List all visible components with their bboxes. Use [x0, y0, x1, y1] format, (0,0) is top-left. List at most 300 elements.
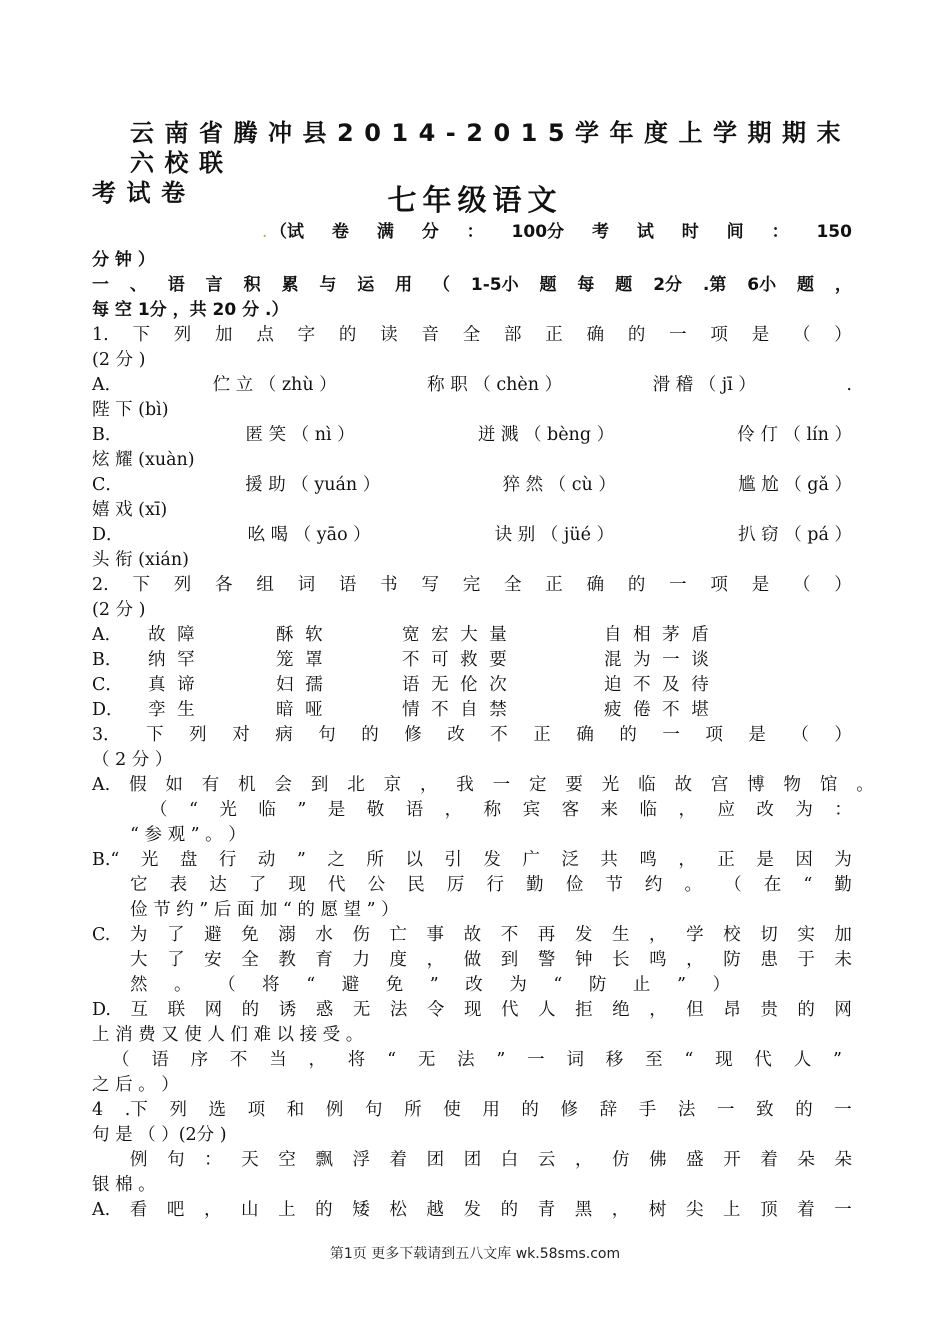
text-segment: 。 [684, 875, 703, 895]
text-segment: 1-5小 [470, 275, 519, 295]
q2-option-word: 妇 孺 [276, 675, 323, 695]
text-segment: 白 [500, 1150, 519, 1170]
text-segment: 溺 [278, 925, 296, 945]
q2-option-word: 混 为 一 谈 [604, 650, 709, 670]
text-segment: 校 [723, 925, 741, 945]
text-segment: 盛 [686, 1150, 704, 1170]
text-segment: ： [834, 800, 852, 820]
page-footer: 第1页 更多下载请到五八文库 wk.58sms.com [329, 1246, 621, 1262]
text-segment: 辞 [599, 1100, 618, 1120]
text-segment: 朵 [797, 1150, 815, 1170]
text-segment: 确 [576, 725, 594, 745]
text-segment: （ [792, 575, 811, 595]
q1-points: (2 分 ) [92, 350, 146, 370]
text-segment: 的 [361, 725, 379, 745]
text-segment: 题 [615, 275, 633, 295]
text-segment: ， [834, 275, 852, 295]
text-segment: 2分 [653, 275, 683, 295]
text-segment: 不 [229, 1050, 248, 1070]
text-segment: “ [803, 875, 813, 895]
text-segment: 故 [674, 775, 692, 795]
text-segment: 上 [278, 1200, 296, 1220]
text-segment: 着 [797, 1200, 815, 1220]
q2-option-letter: D． [92, 700, 124, 720]
text-segment: 人 [793, 1050, 812, 1070]
text-segment: 一 [92, 275, 109, 295]
q2-option-word: 语 无 伦 次 [402, 675, 507, 695]
text-segment: 着 [760, 1150, 778, 1170]
q2-option-word: 故 障 [148, 625, 195, 645]
text-segment: ： [771, 222, 789, 242]
text-segment: 泛 [561, 850, 579, 870]
text-segment: 厉 [446, 875, 465, 895]
q3-option-d-4: 之 后 。 ） [92, 1075, 179, 1095]
text-segment: 到 [310, 775, 329, 795]
q4-example [130, 1148, 852, 1173]
text-segment: 发 [574, 925, 593, 945]
q1-option-b [92, 423, 852, 448]
text-segment: 临 [639, 800, 657, 820]
q2-option-word: 情 不 自 禁 [402, 700, 507, 720]
text-segment: 无 [352, 1000, 371, 1020]
text-segment: 警 [537, 950, 556, 970]
q2-option-word: 迫 不 及 待 [604, 675, 709, 695]
text-segment: 吧 [166, 1200, 185, 1220]
text-segment: 着 [389, 1150, 408, 1170]
text-segment: ， [678, 850, 696, 870]
text-segment: 移 [605, 1050, 624, 1070]
text-segment: 猝 然 （ cù ） [502, 475, 616, 495]
text-segment: 光 [140, 850, 159, 870]
text-segment: 馆 [819, 775, 838, 795]
text-segment: 事 [426, 925, 445, 945]
text-segment: 宫 [710, 775, 729, 795]
text-segment: 卷 [331, 222, 349, 242]
text-segment: 免 [385, 975, 404, 995]
text-segment: ， [649, 1000, 667, 1020]
q2-option-word: 笼 罩 [276, 650, 323, 670]
text-segment: 空 [278, 1150, 296, 1170]
text-segment: ” [296, 850, 306, 870]
text-segment: ， [203, 1200, 222, 1220]
text-segment: （试 [270, 222, 304, 242]
text-segment: 改 [447, 725, 465, 745]
text-segment: 伤 [352, 925, 370, 945]
text-segment: 音 [421, 325, 439, 345]
text-segment: 代 [501, 1000, 519, 1020]
text-segment: 句 [318, 725, 336, 745]
text-segment: 水 [315, 925, 333, 945]
text-segment: ） [834, 725, 852, 745]
text-segment: 物 [783, 775, 802, 795]
text-segment: 的 [619, 725, 637, 745]
text-segment: 列 [173, 575, 192, 595]
q3-option-b-1 [92, 848, 852, 873]
text-segment: D. [92, 1000, 111, 1020]
text-segment: 临 [258, 800, 276, 820]
text-segment: 临 [638, 775, 656, 795]
text-segment: 例 [325, 1100, 344, 1120]
text-segment: （ [724, 875, 742, 895]
text-segment: ” [297, 800, 307, 820]
q3-option-c-1 [92, 923, 852, 948]
text-segment: 一 [834, 1200, 852, 1220]
text-segment: 诱 [278, 1000, 297, 1020]
text-segment: 如 [165, 775, 183, 795]
text-segment: 但 [686, 1000, 704, 1020]
text-segment: 切 [760, 925, 778, 945]
q2-option-letter: C． [92, 675, 123, 695]
text-segment: 未 [834, 950, 852, 970]
text-segment: 我 [456, 775, 474, 795]
text-segment: 时 [681, 222, 699, 242]
q3-stem [92, 723, 852, 748]
q4-stem-cont: 句 是 （ ）(2分 ) [92, 1125, 227, 1145]
text-segment: 无 [417, 1050, 436, 1070]
text-segment: 1. [92, 325, 109, 345]
exam-info-line-1 [270, 220, 852, 245]
q1-option-d-cont: 头 衔 (xián) [92, 550, 189, 570]
text-segment: 到 [500, 950, 519, 970]
text-segment: 免 [241, 925, 259, 945]
q3-option-b-3: 俭 节 约 ” 后 面 加 “ 的 愿 望 ” ） [130, 900, 399, 920]
text-segment: 患 [760, 950, 778, 970]
text-segment: 用 [395, 275, 413, 295]
text-segment: 鸣 [649, 950, 667, 970]
q1-stem [92, 323, 852, 348]
text-segment: 正 [533, 725, 551, 745]
text-segment: 致 [756, 1100, 774, 1120]
q3-option-c-3 [130, 973, 730, 998]
text-segment: 的 [315, 1200, 333, 1220]
text-segment: 力 [352, 950, 370, 970]
text-segment: C. [92, 925, 111, 945]
text-segment: 语 [167, 275, 185, 295]
q3-points: （ 2 分 ） [92, 750, 173, 770]
text-segment: 共 [600, 850, 618, 870]
text-segment: 现 [463, 1000, 482, 1020]
text-segment: 下 [146, 725, 164, 745]
text-segment: 树 [648, 1200, 667, 1220]
text-segment: ， [649, 925, 667, 945]
text-segment: 是 [751, 325, 770, 345]
text-segment: “ [188, 800, 198, 820]
text-segment: 要 [565, 775, 583, 795]
text-segment: 在 [763, 875, 782, 895]
text-segment: 法 [457, 1050, 475, 1070]
text-segment: 病 [275, 725, 293, 745]
text-segment: 全 [462, 325, 481, 345]
text-segment: 积 [243, 275, 261, 295]
text-segment: 于 [797, 950, 815, 970]
text-segment: “ [553, 975, 563, 995]
text-segment: 青 [537, 1200, 556, 1220]
q2-option-word: 疲 倦 不 堪 [604, 700, 709, 720]
text-segment: 项 [247, 1100, 266, 1120]
text-segment: 语 [405, 800, 424, 820]
text-segment: （ [433, 275, 451, 295]
text-segment: 所 [404, 1100, 422, 1120]
text-segment: 改 [756, 800, 774, 820]
text-segment: 避 [204, 925, 222, 945]
text-segment: B． [92, 425, 123, 445]
text-segment: 顶 [760, 1200, 778, 1220]
text-segment: 联 [167, 1000, 186, 1020]
text-segment: 3． [92, 725, 121, 745]
text-segment: 表 [169, 875, 188, 895]
q3-option-a-1 [92, 773, 874, 798]
text-segment: 选 [208, 1100, 227, 1120]
q2-option-word: 暗 哑 [276, 700, 323, 720]
text-segment: 网 [834, 1000, 852, 1020]
q1-option-d [92, 523, 852, 548]
exam-subtitle: 七年级语文 [387, 183, 563, 217]
text-segment: 题 [797, 275, 815, 295]
text-segment: 团 [463, 1150, 482, 1170]
text-segment: 光 [601, 775, 620, 795]
text-segment: 。 [856, 775, 874, 795]
text-segment: 学 [686, 925, 704, 945]
text-segment: 生 [611, 925, 630, 945]
text-segment: 书 [380, 575, 398, 595]
title-line-1: 云南省腾冲县2014-2015学年度上学期期末六校联 [130, 119, 852, 177]
q2-option-word: 自 相 茅 盾 [604, 625, 709, 645]
text-segment: 防 [588, 975, 607, 995]
text-segment: 对 [232, 725, 250, 745]
q2-option-word: 酥 软 [276, 625, 323, 645]
text-segment: 了 [167, 950, 185, 970]
text-segment: 完 [462, 575, 481, 595]
text-segment: 再 [537, 925, 556, 945]
text-segment: 字 [297, 325, 316, 345]
text-segment: 匿 笑 （ nì ） [245, 425, 355, 445]
text-segment: 为 [129, 925, 148, 945]
text-segment: 长 [612, 950, 630, 970]
text-segment: 累 [281, 275, 299, 295]
text-segment: 机 [238, 775, 256, 795]
q3-option-a-3: “ 参 观 ” 。 ） [130, 825, 246, 845]
text-segment: 仿 [612, 1150, 630, 1170]
text-segment: 一 [492, 775, 511, 795]
text-segment: 的 [241, 1000, 260, 1020]
text-segment: 假 [129, 775, 147, 795]
text-segment: 约 [644, 875, 663, 895]
text-segment: 伫 立 （ zhù ） [212, 375, 337, 395]
text-segment: 修 [404, 725, 422, 745]
text-segment: 不 [490, 725, 508, 745]
text-segment: “ [306, 975, 316, 995]
text-segment: ） [834, 325, 852, 345]
text-segment: 令 [426, 1000, 445, 1020]
title-line-2: 考试卷 [92, 179, 196, 207]
text-segment: 昂 [723, 1000, 741, 1020]
text-segment: 黑 [574, 1200, 593, 1220]
text-segment: 绝 [612, 1000, 630, 1020]
text-segment: 每 [577, 275, 595, 295]
text-segment: 做 [463, 950, 482, 970]
text-segment: 称 [483, 800, 502, 820]
text-segment: ， [419, 775, 438, 795]
q3-option-d-1 [92, 998, 852, 1023]
text-segment: 应 [717, 800, 735, 820]
text-segment: 点 [256, 325, 274, 345]
q4-stem [92, 1098, 852, 1123]
text-segment: 考 [591, 222, 609, 242]
section-heading-line-2: 每 空 1分 ，共 20 分 .） [92, 300, 289, 320]
text-segment: 将 [262, 975, 280, 995]
text-segment: 京 [383, 775, 402, 795]
text-segment: 度 [389, 950, 408, 970]
text-segment: 下 [132, 325, 150, 345]
text-segment: 北 [347, 775, 365, 795]
text-segment: 诀 别 （ jüé ） [494, 525, 615, 545]
text-segment: 引 [444, 850, 462, 870]
text-segment: B.“ [92, 850, 120, 870]
text-segment: 之 [327, 850, 345, 870]
text-segment: 勤 [526, 875, 544, 895]
text-segment: 正 [545, 325, 563, 345]
text-segment: 云 [537, 1150, 556, 1170]
text-segment: 吆 喝 （ yāo ） [247, 525, 371, 545]
text-segment: 现 [715, 1050, 733, 1070]
text-segment: 援 助 （ yuán ） [245, 475, 381, 495]
text-segment: 亡 [389, 925, 407, 945]
text-segment: （ [150, 800, 168, 820]
text-segment: 是 [748, 725, 766, 745]
text-segment: 育 [315, 950, 333, 970]
text-segment: 手 [638, 1100, 657, 1120]
q3-option-b-2 [130, 873, 852, 898]
text-segment: 100分 [511, 222, 565, 242]
text-segment: 言 [205, 275, 223, 295]
text-segment: 法 [677, 1100, 696, 1120]
text-segment: 列 [173, 325, 192, 345]
text-segment: 有 [201, 775, 220, 795]
text-segment: 是 [327, 800, 346, 820]
text-segment: 防 [723, 950, 741, 970]
text-segment: 松 [389, 1200, 407, 1220]
text-segment: 拒 [575, 1000, 593, 1020]
text-segment: 广 [522, 850, 540, 870]
text-segment: 写 [421, 575, 439, 595]
exam-info-line-2: 分 钟 ） [92, 250, 155, 270]
text-segment: 看 [129, 1200, 148, 1220]
text-segment: “ [684, 1050, 694, 1070]
text-segment: 代 [754, 1050, 772, 1070]
text-segment: 一 [527, 1050, 545, 1070]
text-segment: 佛 [649, 1150, 667, 1170]
text-segment: 确 [586, 325, 605, 345]
text-segment: 上 [723, 1200, 741, 1220]
text-segment: 开 [723, 1150, 741, 1170]
text-segment: 运 [357, 275, 375, 295]
text-segment: 行 [218, 850, 237, 870]
text-segment: 矮 [352, 1200, 370, 1220]
q2-option-word: 不 可 救 要 [402, 650, 507, 670]
text-segment: 读 [380, 325, 398, 345]
text-segment: .下 [124, 1100, 148, 1120]
text-segment: 尖 [685, 1200, 704, 1220]
text-segment: 项 [710, 575, 728, 595]
text-segment: A. [92, 775, 111, 795]
text-segment: （ [218, 975, 236, 995]
q2-option-word: 纳 罕 [148, 650, 195, 670]
text-segment: 加 [215, 325, 233, 345]
q1-option-a [92, 373, 852, 398]
text-segment: 与 [319, 275, 337, 295]
q4-example-cont: 银 棉 。 [92, 1175, 156, 1195]
text-segment: . [846, 375, 852, 395]
text-segment: 了 [167, 925, 185, 945]
text-segment: 迸 溅 （ bèng ） [477, 425, 615, 445]
text-segment: 尴 尬 （ gǎ ） [738, 475, 852, 495]
q2-stem [92, 573, 852, 598]
text-segment: 试 [636, 222, 654, 242]
text-segment: 6小 [747, 275, 777, 295]
text-segment: 满 [376, 222, 394, 242]
text-segment: 和 [286, 1100, 305, 1120]
text-segment: 确 [586, 575, 605, 595]
text-segment: 发 [463, 1200, 481, 1220]
text-segment: 句 [167, 1150, 185, 1170]
text-segment: 了 [248, 875, 267, 895]
text-segment: 止 [632, 975, 651, 995]
green-dot: . [262, 222, 268, 242]
text-segment: 避 [341, 975, 360, 995]
text-segment: 为 [509, 975, 527, 995]
text-segment: ” [833, 1050, 842, 1070]
q2-option-word: 宽 宏 大 量 [402, 625, 507, 645]
q1-option-c [92, 473, 852, 498]
text-segment: ） [712, 975, 730, 995]
q1-option-a-cont: 陛 下 (bì) [92, 400, 169, 420]
text-segment: 的 [797, 1000, 815, 1020]
text-segment: 团 [426, 1150, 445, 1170]
text-segment: 加 [834, 925, 852, 945]
text-segment: 人 [538, 1000, 556, 1020]
text-segment: D． [92, 525, 124, 545]
text-segment: 实 [797, 925, 815, 945]
q1-option-b-cont: 炫 耀 (xuàn) [92, 450, 195, 470]
q2-option-word: 孪 生 [148, 700, 195, 720]
text-segment: ， [678, 800, 696, 820]
text-segment: 会 [274, 775, 292, 795]
text-segment: 客 [561, 800, 580, 820]
text-segment: ） [834, 575, 852, 595]
text-segment: 的 [627, 575, 646, 595]
text-segment: 滑 稽 （ jī ） [652, 375, 756, 395]
text-segment: 改 [465, 975, 483, 995]
text-segment: 、 [129, 275, 147, 295]
text-segment: 贵 [760, 1000, 778, 1020]
text-segment: 当 [269, 1050, 287, 1070]
text-segment: 序 [190, 1050, 209, 1070]
text-segment: ， [308, 1050, 326, 1070]
text-segment: 浮 [352, 1150, 370, 1170]
text-segment: ， [444, 800, 463, 820]
text-segment: 的 [500, 1200, 519, 1220]
text-segment: ， [611, 1200, 630, 1220]
text-segment: 公 [367, 875, 386, 895]
text-segment: ” [429, 975, 439, 995]
text-segment: 达 [209, 875, 227, 895]
text-segment: 组 [256, 575, 274, 595]
text-segment: 全 [504, 575, 522, 595]
text-segment: 法 [389, 1000, 408, 1020]
text-segment: 正 [717, 850, 735, 870]
text-segment: ， [686, 950, 704, 970]
text-segment: A． [92, 375, 123, 395]
